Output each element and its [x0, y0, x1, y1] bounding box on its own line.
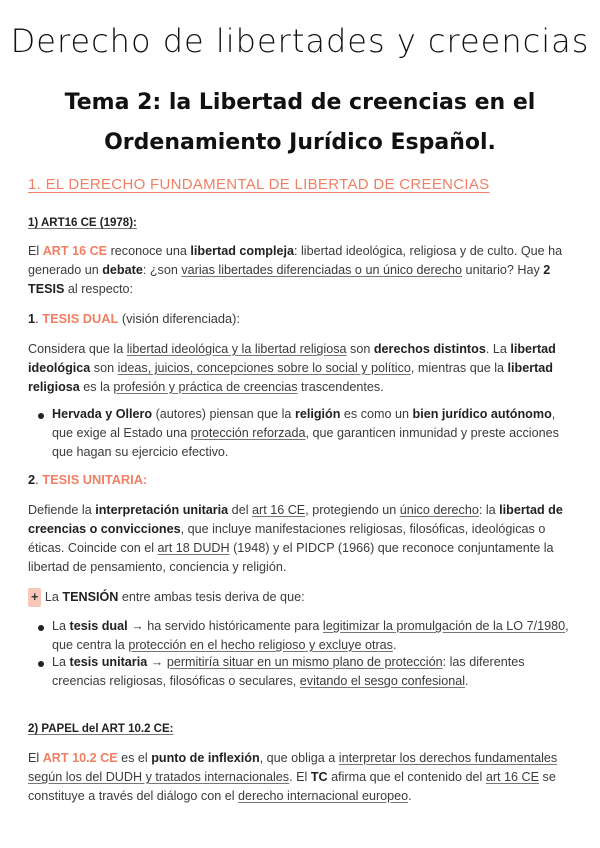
bullet-tesis-unitaria: La tesis unitaria → permitiría situar en un mismo plano de protección: las diferentes creencias religiosas, filosóficas o seculares, evitando el sesgo confesional.: [52, 655, 525, 688]
bullet-hervada-ollero: Hervada y Ollero (autores) piensan que la religión es como un bien jurídico autónomo, que exige al Estado una protección reforzada, que garanticen inmunidad y preste acciones que hagan su ejercicio efectivo.: [52, 407, 559, 459]
paragraph-art10: El ART 10.2 CE es el punto de inflexión, que obliga a interpretar los derechos fundamentales según los del DUDH y tratados internacionales. El TC afirma que el contenido del art 16 CE se constituye a través del diálogo con el derecho internacional europeo.: [28, 751, 558, 803]
paragraph-art16: El ART 16 CE reconoce una libertad compleja: libertad ideológica, religiosa y de culto. Que ha generado un debate: ¿son varias libertades diferenciadas o un único derecho unitario? Hay 2 TESIS al respecto:: [28, 244, 563, 296]
bullet-dot: [38, 661, 44, 667]
plus-icon: +: [28, 588, 41, 607]
topic-title-line1: Tema 2: la Libertad de creencias en el: [64, 90, 536, 115]
topic-title-line2: Ordenamiento Jurídico Español.: [104, 130, 496, 155]
bullet-dot: [38, 625, 44, 631]
paragraph-tesis-dual: Considera que la libertad ideológica y la libertad religiosa son derechos distintos. La libertad ideológica son ideas, juicios, concepciones sobre lo social y político, mientras que la libertad religiosa es la profesión y práctica de creencias trascendentes.: [28, 342, 556, 394]
tesis-dual-heading: 1. TESIS DUAL (visión diferenciada):: [28, 311, 240, 326]
bullet-dot: [38, 413, 44, 419]
bullet-tesis-dual: La tesis dual → ha servido históricamente para legitimizar la promulgación de la LO 7/1980, que centra la protección en el hecho religioso y excluye otras.: [52, 619, 569, 652]
paragraph-tesis-unitaria: Defiende la interpretación unitaria del art 16 CE, protegiendo un único derecho: la libertad de creencias o convicciones, que incluye manifestaciones religiosas, filosóficas, ideológicas o éticas. Coincide con el art 18 DUDH (1948) y el PIDCP (1966) que reconoce conjuntamente la libertad de pensamiento, conciencia y religión.: [28, 503, 563, 574]
document-title: Derecho de libertades y creencias: [10, 22, 590, 60]
tesis-unitaria-heading: 2. TESIS UNITARIA:: [28, 472, 148, 487]
section-heading: 1. EL DERECHO FUNDAMENTAL DE LIBERTAD DE CREENCIAS: [28, 176, 490, 193]
art10-heading: 2) PAPEL del ART 10.2 CE:: [28, 723, 174, 735]
tension-line: + La TENSIÓN entre ambas tesis deriva de que:: [28, 588, 574, 607]
art16-heading: 1) ART16 CE (1978):: [28, 217, 137, 229]
